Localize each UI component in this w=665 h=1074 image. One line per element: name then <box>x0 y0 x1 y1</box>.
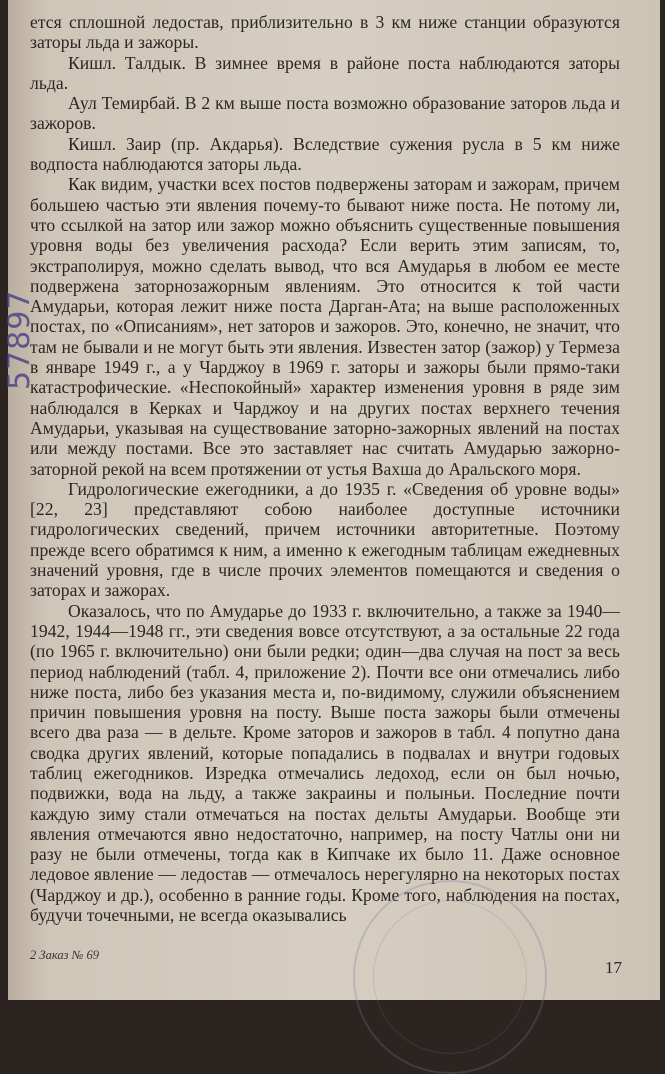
paragraph: Кишл. Талдык. В зимнее время в районе поста наблюдаются заторы льда. <box>30 52 620 93</box>
page-number: 17 <box>605 958 622 977</box>
print-order-note: 2 Заказ № 69 <box>30 948 100 962</box>
paragraph: Как видим, участки всех постов подвержены заторам и зажорам, причем большею частью эти явления почему-то бывают ниже поста. Не потому ли, что ссылкой на затор или зажор можно объяснить существенные повышения уровня воды без увеличения расхода? Если верить этим записям, то, экстраполируя, можно сделать вывод, что вся Амударья в любом ее месте подвержена заторнозажорным явлениям. Это относится к той части Амударьи, которая лежит ниже поста Дарган-Ата; на выше расположенных постах, по «Описаниям», нет заторов и зажоров. Это, конечно, не значит, что там не бывали и не могут быть эти явления. Известен затор (зажор) у Термеза в январе 1949 г., а у Чарджоу в 1969 г. заторы и зажоры были прямо-таки катастрофические. «Неспокойный» характер изменения уровня в ряде зим наблюдался в Керках и Чарджоу и на других постах верхнего течения Амударьи, указывая на существование заторно-зажорных явлений на постах или между постами. Все это заставляет нас считать Амударью зажорно-заторной рекой на всем протяжении от устья Вахша до Аральского моря. <box>30 174 620 479</box>
handwritten-inventory-number: 57897 <box>2 289 37 390</box>
paragraph: Аул Темирбай. В 2 км выше поста возможно образование заторов льда и зажоров. <box>30 93 620 134</box>
paragraph: ется сплошной ледостав, приблизительно в 3 км ниже станции образуются заторы льда и зажоры. <box>30 12 620 53</box>
paragraph: Кишл. Заир (пр. Акдарья). Вследствие сужения русла в 5 км ниже водпоста наблюдаются заторы льда. <box>30 133 620 175</box>
paragraph: Оказалось, что по Амударье до 1933 г. включительно, а также за 1940—1942, 1944—1948 гг., эти сведения вовсе отсутствуют, а за остальные 22 года (по 1965 г. включительно) они были редки; один—два случая на пост за весь период наблюдений (табл. 4, приложение 2). Почти все они отмечались либо ниже поста, либо без указания места и, по-видимому, служили объяснением причин повышения уровня на посту. Выше поста зажоры были отмечены всего два раза — в дельте. Кроме заторов и зажоров в табл. 4 попутно дана сводка других явлений, которые попадались в подвалах и внутри годовых таблиц ежегодников. Изредка отмечались ледоход, если он был ночью, подвижки, вода на льду, а также закраины и полыньи. Последние почти каждую зиму стали отмечаться на постах дельты Амударьи. Вообще эти явления отмечаются явно недостаточно, например, на посту Чатлы они ни разу не были отмечены, тогда как в Кипчаке их было 11. Даже основное ледовое явление — ледостав — отмечалось нерегулярно на некоторых постах (Чарджоу и др.), особенно в ранние годы. Кроме того, наблюдения на постах, будучи точечными, не всегда оказывались <box>30 600 620 926</box>
paragraph: Гидрологические ежегодники, а до 1935 г. «Сведения об уровне воды» [22, 23] представляют собою наиболее доступные источники гидрологических сведений, причем источники авторитетные. Поэтому прежде всего обратимся к ним, а именно к ежегодным таблицам ежедневных значений уровня, где в числе прочих элементов помещаются и сведения о заторах и зажорах. <box>30 478 620 601</box>
library-stamp <box>353 880 547 1074</box>
book-page <box>2 0 660 1000</box>
body-text <box>30 12 620 925</box>
